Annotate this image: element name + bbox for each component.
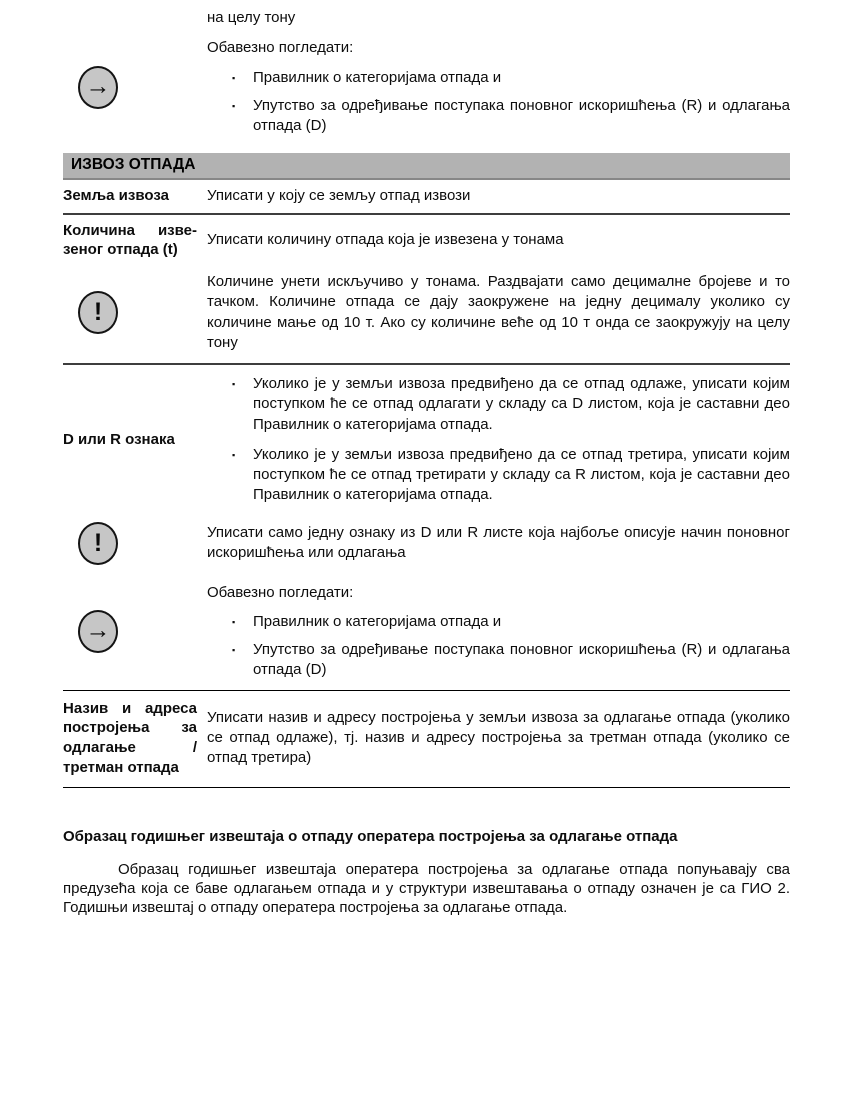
row-label: Количина изве-зеног отпада (t) (63, 221, 197, 259)
row-text: Уписати у коју се земљу отпад извози (207, 187, 471, 205)
gio2-heading: Образац годишњег извештаја о отпаду оператера постројења за одлагање отпада (63, 827, 678, 845)
bullet-marker-icon: ▪ (232, 616, 236, 627)
bullet-marker-icon: ▪ (232, 100, 236, 111)
quantity-warning-text: Количине унети искључиво у тонама. Раздвајати само децималне бројеве и то тачком. Количине отпада се дају заокружене на једну децималу уколико су количине мање од 10 т. Ако су количине веће од 10 т онда се заокружују на целу тону (207, 273, 790, 351)
arrow-icon-cell (63, 610, 207, 653)
warning-icon (78, 522, 118, 565)
row-text: Уписати количину отпада која је извезена у тонама (207, 231, 564, 249)
arrow-icon (78, 610, 118, 653)
dr-warning-text: Уписати само једну ознаку из D или R листе која најбоље описује начин поновног искоришћења или одлагања (207, 523, 790, 562)
row-text: Уписати назив и адресу постројења у земљи извоза за одлагање отпада (уколико се отпад одлаже), тј. назив и адресу постројења за третман отпада (уколико се отпад третира) (207, 708, 790, 767)
intro-see-row (63, 38, 790, 136)
list-item (207, 640, 790, 681)
list-item (207, 445, 790, 506)
intro-continuation-row (63, 8, 790, 28)
bullet-marker-icon: ▪ (232, 645, 236, 656)
row-label: Назив и адреса постројења за одлагање / третман отпада (63, 699, 197, 776)
list-item (207, 612, 790, 632)
warning-icon-cell (63, 291, 207, 334)
table-row-dr-mark (63, 365, 790, 512)
bullet-marker-icon: ▪ (232, 449, 236, 460)
see-note-label: Обавезно погледати: (207, 583, 354, 601)
row-label: Земља извоза (63, 187, 169, 205)
exclamation-glyph: ! (93, 528, 103, 557)
bullet-text: Правилник о категоријама отпада и (253, 612, 502, 630)
gio2-paragraph: Образац годишњег извештаја оператера постројења за одлагање отпада попуњавају сва предузећа која се баве одлагањем отпада и у структури извештавања о отпаду означен је са ГИО 2. Годишњи извештај о отпаду оператера постројења за одлагање отпада. (63, 860, 790, 917)
dr-warning-row (63, 512, 790, 571)
table-row-quantity (63, 215, 790, 267)
bullet-text: Уколико је у земљи извоза предвиђено да се отпад одлаже, уписати којим поступком ће се отпад одлагати у складу са D листом, која је саставни део Правилник о категоријама отпада. (253, 375, 790, 433)
list-item (207, 96, 790, 137)
bullet-text: Уколико је у земљи извоза предвиђено да се отпад третира, уписати којим поступком ће се отпад третирати у складу са R листом, која је саставни део Правилник о категоријама отпада. (253, 445, 790, 504)
dr-bullets (207, 374, 790, 506)
intro-continuation-text: на целу тону (207, 9, 296, 26)
quantity-warning-row (63, 266, 790, 365)
bullet-marker-icon: ▪ (232, 379, 236, 390)
table-row-facility (63, 691, 790, 788)
bullet-text: Упутство за одређивање поступака поновног искоришћења (R) и одлагања отпада (D) (253, 641, 790, 679)
table-row-country (63, 180, 790, 214)
warning-icon (78, 291, 118, 334)
arrow-glyph: → (85, 71, 111, 100)
see-note-label: Обавезно погледати: (207, 39, 354, 57)
exclamation-glyph: ! (93, 298, 103, 327)
intro-icon-cell (63, 66, 207, 109)
dr-see-content (207, 583, 790, 681)
section-header-izvoz-otpada: ИЗВОЗ ОТПАДА (63, 153, 790, 180)
bullet-text: Правилник о категоријама отпада и (253, 68, 502, 86)
arrow-icon (78, 66, 118, 109)
list-item (207, 374, 790, 435)
bullet-marker-icon: ▪ (232, 72, 236, 83)
arrow-glyph: → (85, 616, 111, 645)
intro-see-content (207, 38, 790, 136)
bullet-text: Упутство за одређивање поступака поновног искоришћења (R) и одлагања отпада (D) (253, 96, 790, 134)
row-label: D или R ознака (63, 430, 175, 448)
warning-icon-cell (63, 522, 207, 565)
dr-see-row (63, 571, 790, 691)
list-item (207, 68, 790, 88)
